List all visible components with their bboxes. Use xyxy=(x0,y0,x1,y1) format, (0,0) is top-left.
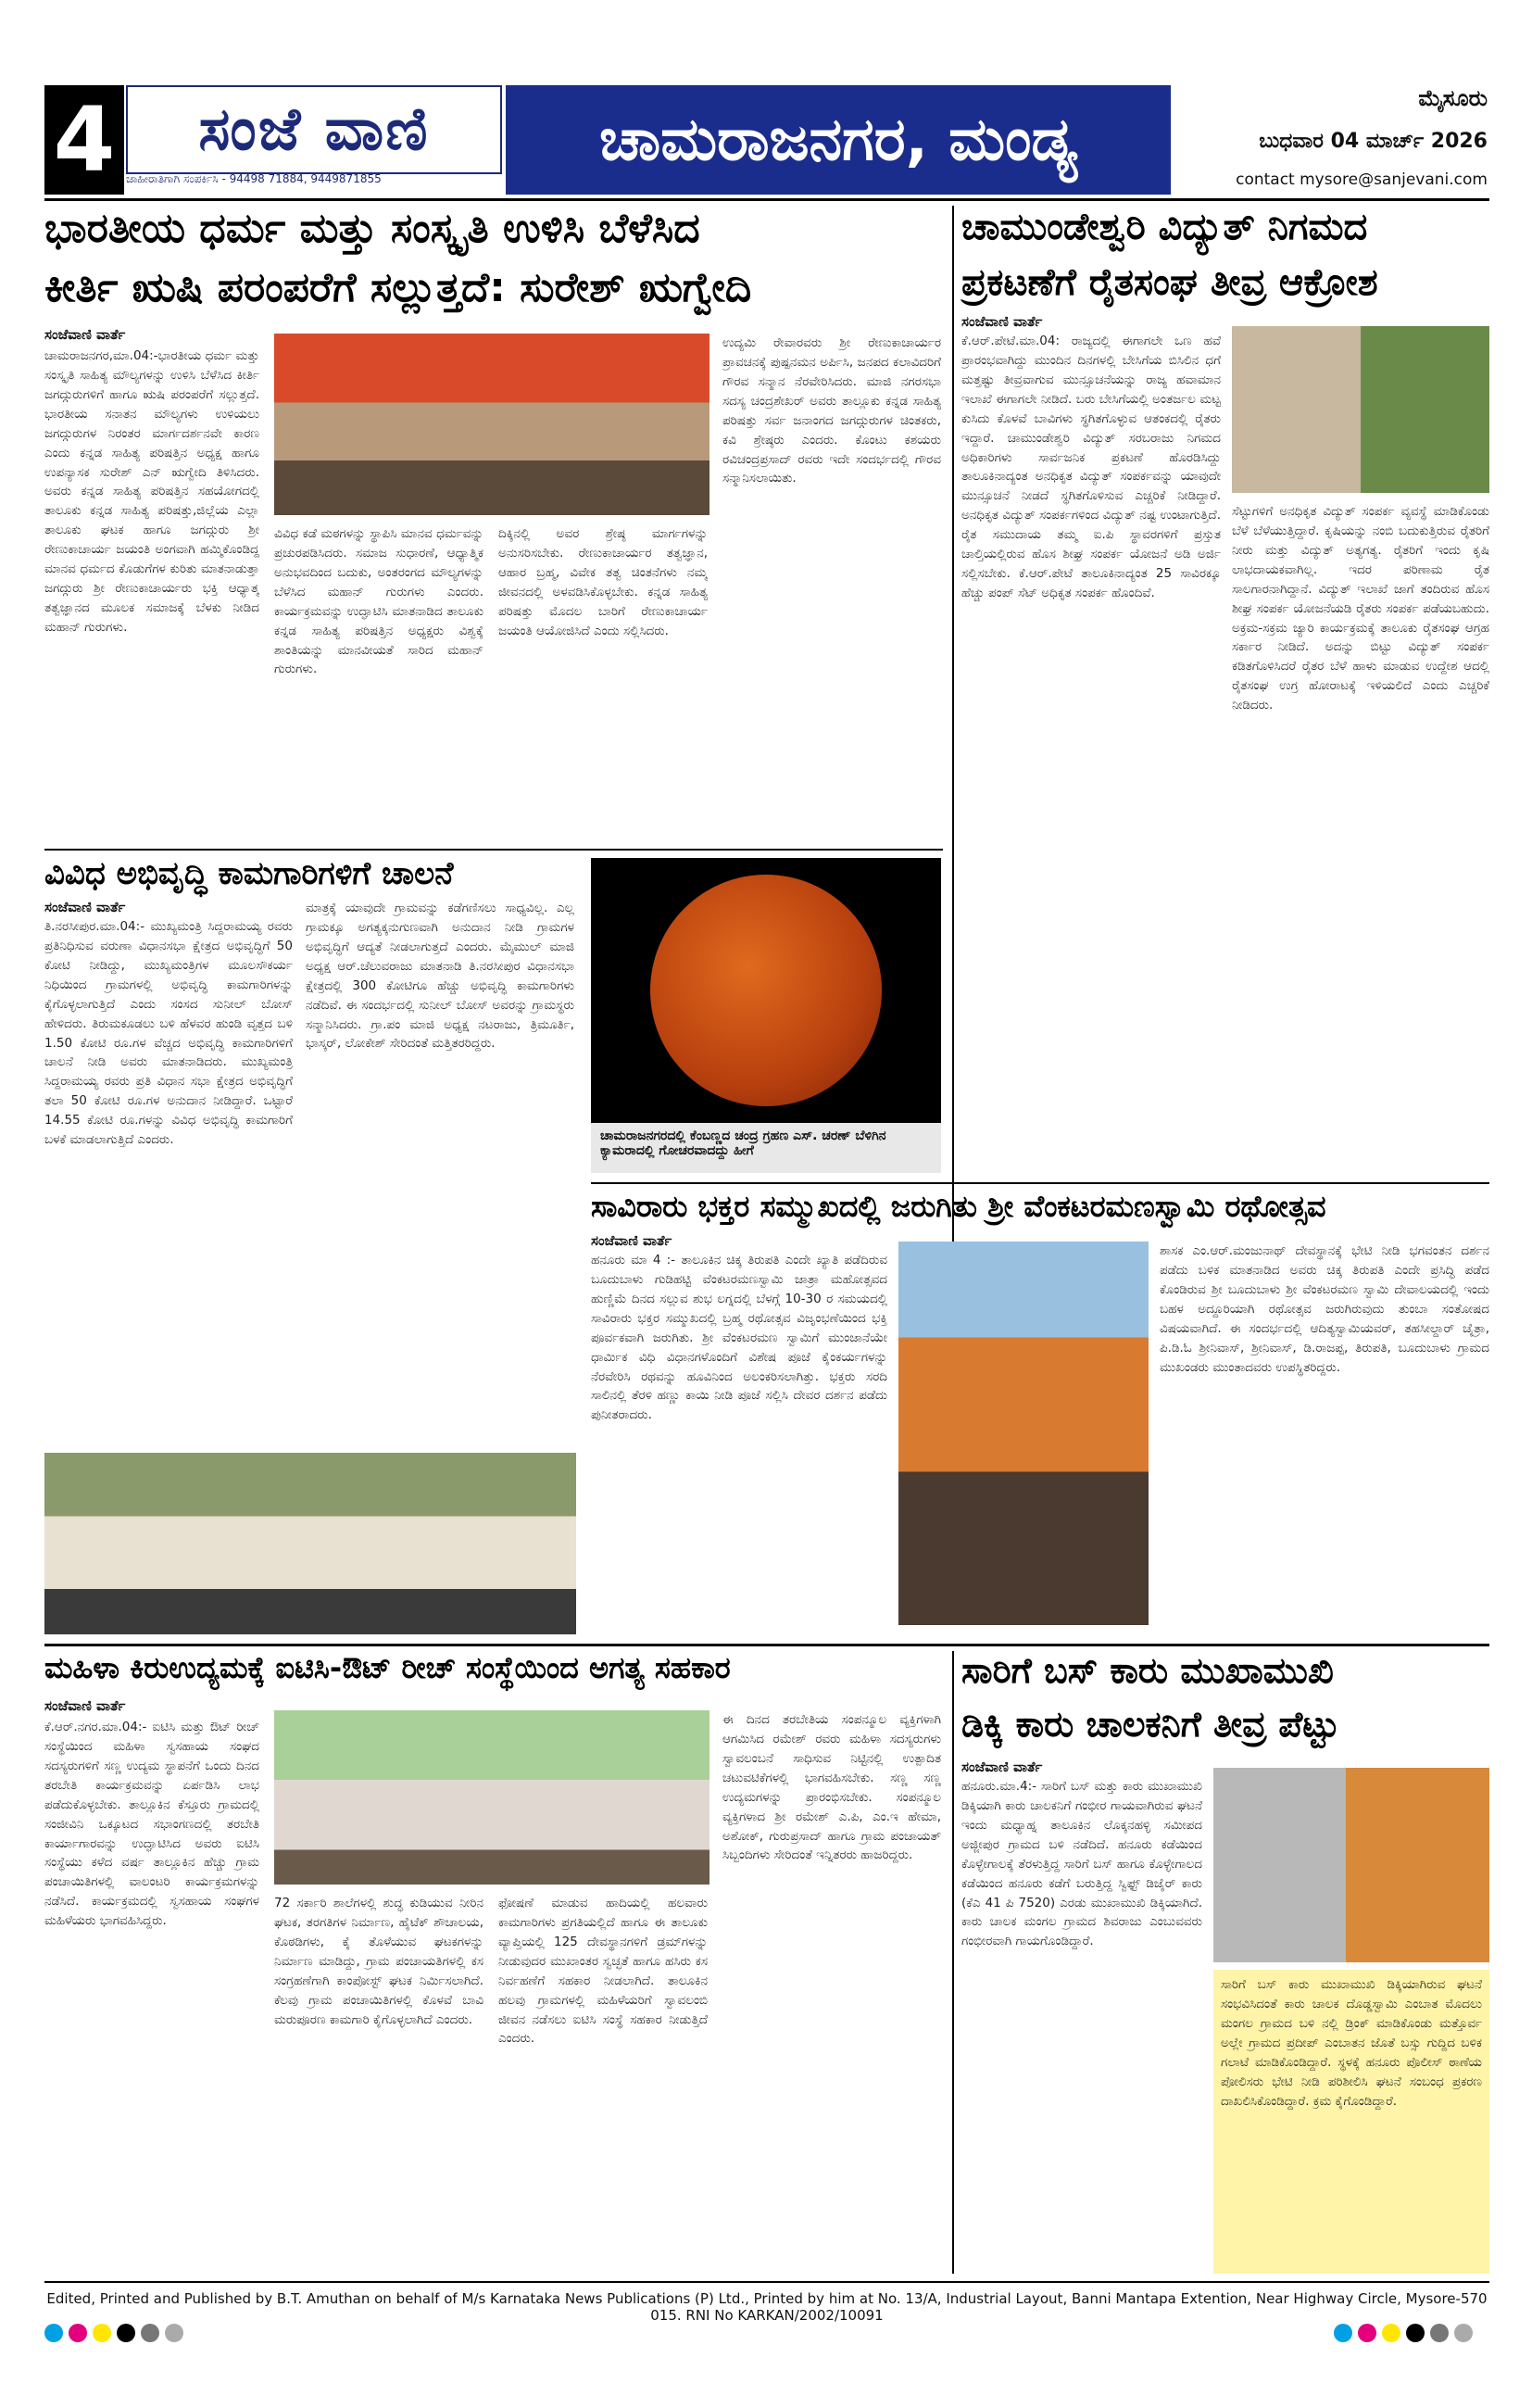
a2-byline: ಸಂಜೆವಾಣಿ ವಾರ್ತೆ xyxy=(961,313,1043,330)
a5-headline: ಸಾವಿರಾರು ಭಕ್ತರ ಸಮ್ಮುಖದಲ್ಲಿ ಜರುಗಿತು ಶ್ರೀ ವೆಂಕಟರಮಣಸ್ವಾಮಿ ರಥೋತ್ಸವ xyxy=(591,1189,1326,1224)
a6-col-4: ಈ ದಿನದ ತರಬೇತಿಯ ಸಂಪನ್ಮೂಲ ವ್ಯಕ್ತಿಗಳಾಗಿ ಆಗಮಿಸಿದ ರಮೇಶ್ ರವರು ಮಹಿಳಾ ಸದಸ್ಯರುಗಳು ಸ್ವಾವಲಂಬನೆ ಸಾಧಿಸುವ ನಿಟ್ಟಿನಲ್ಲಿ ಉತ್ಪಾದಿತ ಚಟುವಟಿಕೆಗಳಲ್ಲಿ ಭಾಗವಹಿಸಬೇಕು. ಸಣ್ಣ ಸಣ್ಣ ಉದ್ಯಮಗಳನ್ನು ಪ್ರಾರಂಭಿಸಬೇಕು. ಸಂಪನ್ಮೂಲ ವ್ಯಕ್ತಿಗಳಾದ ಶ್ರೀ ರಮೇಶ್ ಎ.ಪಿ, ಎಂ.ಇ ಹೇಮಾ, ಅಶೋಕ್, ಗುರುಪ್ರಸಾದ್ ಹಾಗೂ ಗ್ರಾಮ ಪಂಚಾಯತ್ ಸಿಬ್ಬಂದಿಗಳು ಸೇರಿದಂತೆ ಇನ್ನಿತರರು ಹಾಜರಿದ್ದರು. xyxy=(722,1712,941,1863)
reg-dot-cyan xyxy=(44,2324,63,2342)
a5-byline: ಸಂಜೆವಾಣಿ ವಾರ್ತೆ xyxy=(591,1232,672,1249)
section-rule xyxy=(591,1182,1489,1184)
a2-headline-1: ಚಾಮುಂಡೇಶ್ವರಿ ವಿದ್ಯುತ್ ನಿಗಮದ xyxy=(961,206,1368,248)
a6-headline: ಮಹಿಳಾ ಕಿರುಉದ್ಯಮಕ್ಕೆ ಐಟಿಸಿ-ಔಟ್ ರೀಚ್ ಸಂಸ್ಥೆಯಿಂದ ಅಗತ್ಯ ಸಹಕಾರ xyxy=(44,1650,731,1685)
a7-headline-1: ಸಾರಿಗೆ ಬಸ್ ಕಾರು ಮುಖಾಮುಖಿ xyxy=(961,1650,1334,1691)
a6-col-1: ಕೆ.ಆರ್.ನಗರ.ಮಾ.04:- ಐಟಿಸಿ ಮತ್ತು ಔಟ್ ರೀಚ್ ಸಂಸ್ಥೆಯಿಂದ ಮಹಿಳಾ ಸ್ವಸಹಾಯ ಸಂಘದ ಸದಸ್ಯರುಗಳಿಗೆ ಸಣ್ಣ ಉದ್ಯಮ ಸ್ಥಾಪನೆಗೆ ಒಂದು ದಿನದ ತರಬೇತಿ ಕಾರ್ಯಕ್ರಮವನ್ನು ಏರ್ಪಡಿಸಿ ಲಾಭ ಪಡೆದುಕೊಳ್ಳಬೇಕು. ತಾಲ್ಲೂಕಿನ ಕೆಸ್ತೂರು ಗ್ರಾಮದಲ್ಲಿ ಸಂಜೀವಿನಿ ಒಕ್ಕೂಟದ ಸಭಾಂಗಣದಲ್ಲಿ ತರಬೇತಿ ಕಾರ್ಯಾಗಾರವನ್ನು ಉದ್ಘಾಟಿಸಿದ ಅವರು ಐಟಿಸಿ ಸಂಸ್ಥೆಯು ಕಳೆದ ವರ್ಷ ತಾಲ್ಲೂಕಿನ ಹೆಚ್ಚು ಗ್ರಾಮ ಪಂಚಾಯಿತಿಗಳಲ್ಲಿ ವಾಲಂಟರಿ ಕಾರ್ಯಕ್ರಮಗಳನ್ನು ನಡೆಸಿದೆ. ಕಾರ್ಯಕ್ರಮದಲ್ಲಿ ಸ್ವಸಹಾಯ ಸಂಘಗಳ ಮಹಿಳೆಯರು ಭಾಗವಹಿಸಿದ್ದರು. xyxy=(44,1720,259,1929)
a7-highlight-box xyxy=(1213,1970,1489,2274)
page-number: 4 xyxy=(44,85,124,195)
reg-dot-grey xyxy=(141,2324,159,2342)
a2-col-1: ಕೆ.ಆರ್.ಪೇಟೆ.ಮಾ.04: ರಾಜ್ಯದಲ್ಲಿ ಈಗಾಗಲೇ ಒಣ ಹವೆ ಪ್ರಾರಂಭವಾಗಿದ್ದು ಮುಂದಿನ ದಿನಗಳಲ್ಲಿ ಬೇಸಿಗೆಯ ಬಿಸಿಲಿನ ಧಗೆ ಮತ್ತಷ್ಟು ತೀವ್ರವಾಗುವ ಮುನ್ಸೂಚನೆಯನ್ನು ರಾಜ್ಯ ಹವಾಮಾನ ಇಲಾಖೆ ಈಗಾಗಲೇ ನೀಡಿದೆ. ಬರು ಬೇಸಿಗೆಯಲ್ಲಿ ಅಂತರ್ಜಲ ಮಟ್ಟ ಕುಸಿದು ಕೊಳವೆ ಬಾವಿಗಳು ಸ್ಥಗಿತಗೊಳ್ಳುವ ಆತಂಕದಲ್ಲಿ ರೈತರು ಇದ್ದಾರೆ. ಚಾಮುಂಡೇಶ್ವರಿ ವಿದ್ಯುತ್ ಸರಬರಾಜು ನಿಗಮದ ಅಧಿಕಾರಿಗಳು ಸಾರ್ವಜನಿಕ ಪ್ರಕಟಣೆ ಹೊರಡಿಸಿದ್ದು ತಾಲೂಕಿನಾದ್ಯಂತ ಅನಧಿಕೃತ ವಿದ್ಯುತ್ ಸಂಪರ್ಕವನ್ನು ಯಾವುದೇ ಮುನ್ಸೂಚನೆ ನೀಡದೆ ಸ್ಥಗಿತಗೊಳಿಸುವ ಎಚ್ಚರಿಕೆ ನೀಡಿದ್ದಾರೆ. ಅನಧಿಕೃತ ವಿದ್ಯುತ್ ಸಂಪರ್ಕಗಳಿಂದ ವಿದ್ಯುತ್ ನಷ್ಟ ಉಂಟಾಗುತ್ತಿದೆ. ರೈತ ಸಮುದಾಯ ತಮ್ಮ ಐ.ಪಿ ಸ್ಥಾವರಗಳಿಗೆ ಪ್ರಸ್ತುತ ಚಾಲ್ತಿಯಲ್ಲಿರುವ ಹೊಸ ಶೀಘ್ರ ಸಂಪರ್ಕ ಯೋಜನೆ ಅಡಿ ಅರ್ಜಿ ಸಲ್ಲಿಸಬೇಕು. ಕೆ.ಆರ್.ಪೇಟೆ ತಾಲೂಕಿನಾದ್ಯಂತ 25 ಸಾವಿರಕ್ಕೂ ಹೆಚ್ಚು ಪಂಪ್ ಸೆಟ್ ಅಧಿಕೃತ ಸಂಪರ್ಕ ಹೊಂದಿವೆ. xyxy=(961,334,1221,600)
a4-photo-lunar-eclipse xyxy=(591,858,941,1123)
a1-headline-1: ಭಾರತೀಯ ಧರ್ಮ ಮತ್ತು ಸಂಸ್ಕೃತಿ ಉಳಿಸಿ ಬೆಳೆಸಿದ xyxy=(44,205,700,252)
a3-col-2: ಮಾತ್ರಕ್ಕೆ ಯಾವುದೇ ಗ್ರಾಮವನ್ನು ಕಡೆಗಣಿಸಲು ಸಾಧ್ಯವಿಲ್ಲ. ಎಲ್ಲ ಗ್ರಾಮಕ್ಕೂ ಅಗತ್ಯಕ್ಕನುಗುಣವಾಗಿ ಅನುದಾನ ನೀಡಿ ಗ್ರಾಮಗಳ ಅಭಿವೃದ್ಧಿಗೆ ಆದ್ಯತೆ ನೀಡಲಾಗುತ್ತದೆ ಎಂದರು. ಮೈಮುಲ್ ಮಾಜಿ ಅಧ್ಯಕ್ಷ ಆರ್.ಚೆಲುವರಾಜು ಮಾತನಾಡಿ ತಿ.ನರಸೀಪುರ ವಿಧಾನಸಭಾ ಕ್ಷೇತ್ರದಲ್ಲಿ 300 ಕೋಟಿಗೂ ಹೆಚ್ಚು ಅಭಿವೃದ್ಧಿ ಕಾಮಗಾರಿಗಳು ನಡೆದಿವೆ. ಈ ಸಂದರ್ಭದಲ್ಲಿ ಸುನೀಲ್ ಬೋಸ್ ಅವರನ್ನು ಗ್ರಾಮಸ್ಥರು ಸನ್ಮಾನಿಸಿದರು. ಗ್ರಾ.ಪಂ ಮಾಜಿ ಅಧ್ಯಕ್ಷ ನಟರಾಜು, ತ್ರಿಮೂರ್ತಿ, ಭಾಸ್ಕರ್, ಲೋಕೇಶ್ ಸೇರಿದಂತೆ ಮತ್ತಿತರರಿದ್ದರು. xyxy=(306,901,574,1052)
a6-col-2: 72 ಸರ್ಕಾರಿ ಶಾಲೆಗಳಲ್ಲಿ ಶುದ್ಧ ಕುಡಿಯುವ ನೀರಿನ ಘಟಕ, ತರಗತಿಗಳ ನಿರ್ಮಾಣ, ಹೈಟೆಕ್ ಶೌಚಾಲಯ, ಕೊಠಡಿಗಳು, ಕೈ ತೊಳೆಯುವ ಘಟಕಗಳನ್ನು ನಿರ್ಮಾಣ ಮಾಡಿದ್ದು, ಗ್ರಾಮ ಪಂಚಾಯತಿಗಳಲ್ಲಿ ಕಸ ಸಂಗ್ರಹಣೆಗಾಗಿ ಕಾಂಪೋಸ್ಟ್ ಘಟಕ ನಿರ್ಮಿಸಲಾಗಿದೆ. ಕೆಲವು ಗ್ರಾಮ ಪಂಚಾಯಿತಿಗಳಲ್ಲಿ ಕೊಳವೆ ಬಾವಿ ಮರುಪೂರಣ ಕಾಮಗಾರಿ ಕೈಗೊಳ್ಳಲಾಗಿದೆ ಎಂದರು. xyxy=(274,1896,483,2027)
a7-col-2: ಸಾರಿಗೆ ಬಸ್ ಕಾರು ಮುಖಾಮುಖಿ ಡಿಕ್ಕಿಯಾಗಿರುವ ಘಟನೆ ಸಂಭವಿಸಿದಂತೆ ಕಾರು ಚಾಲಕ ದೊಡ್ಡಸ್ವಾಮಿ ಎಂಬಾತ ಮೊದಲು ಮಂಗಲ ಗ್ರಾಮದ ಬಳಿ ನಲ್ಲಿ ಡ್ರಿಂಕ್ ಮಾಡಿಕೊಂಡು ಮತ್ತೊರ್ವ ಅಲ್ಲೇ ಗ್ರಾಮದ ಪ್ರದೀಪ್ ಎಂಬಾತನ ಜೊತೆ ಬಸ್ಸು ಗುದ್ದಿದ ಬಳಿಕ ಗಲಾಟೆ ಮಾಡಿಕೊಂಡಿದ್ದಾರೆ. ಸ್ಥಳಕ್ಕೆ ಹನೂರು ಪೊಲೀಸ್ ಠಾಣೆಯ ಪೋಲಿಸರು ಭೇಟಿ ನೀಡಿ ಪರಿಶೀಲಿಸಿ ಘಟನೆ ಸಂಬಂಧ ಪ್ರಕರಣ ದಾಖಲಿಸಿಕೊಂಡಿದ್ದಾರೆ. ಕ್ರಮ ಕೈಗೊಂಡಿದ್ದಾರೆ. xyxy=(1221,1977,1482,2109)
a7-headline-2: ಡಿಕ್ಕಿ ಕಾರು ಚಾಲಕನಿಗೆ ತೀವ್ರ ಪೆಟ್ಟು xyxy=(961,1704,1339,1745)
red-moon xyxy=(650,875,882,1106)
imprint-line: Edited, Printed and Published by B.T. Amuthan on behalf of M/s Karnataka News Publications (P) Ltd., Printed by him at No. 13/A, Industrial Layout, Banni Mantapa Extention, Near Highway Circle, Mysore-570 015. RNI No KARKAN/2002/10091 xyxy=(46,2290,1488,2324)
a2-headline-2: ಪ್ರಕಟಣೆಗೆ ರೈತಸಂಘ ತೀವ್ರ ಆಕ್ರೋಶ xyxy=(961,261,1378,304)
edition-date: ಬುಧವಾರ 04 ಮಾರ್ಚ್ 2026 xyxy=(1259,130,1488,153)
a4-caption: ಚಾಮರಾಜನಗರದಲ್ಲಿ ಕೆಂಬಣ್ಣದ ಚಂದ್ರ ಗ್ರಹಣ ಎಸ್. ಚರಣ್ ಬೆಳಿಗಿನ ಕ್ಯಾಮರಾದಲ್ಲಿ ಗೋಚರವಾದದ್ದು ಹೀಗೆ xyxy=(591,1123,941,1173)
contact-email: contact mysore@sanjevani.com xyxy=(1236,170,1488,189)
a6-byline: ಸಂಜೆವಾಣಿ ವಾರ್ತೆ xyxy=(44,1697,126,1714)
a1-photo-event-stage xyxy=(274,334,709,515)
a1-col-4: ಉದ್ಯಮಿ ರೇವಾರವರು ಶ್ರೀ ರೇಣುಕಾಚಾರ್ಯರ ಪ್ರಾವಚನಕ್ಕೆ ಪುಷ್ಪನಮನ ಅರ್ಪಿಸಿ, ಜನಪದ ಕಲಾವಿದರಿಗೆ ಗೌರವ ಸನ್ಮಾನ ನೆರವೇರಿಸಿದರು. ಮಾಜಿ ನಗರಸಭಾ ಸದಸ್ಯ ಚಂದ್ರಶೇಖರ್ ಅವರು ತಾಲ್ಲೂಕು ಕನ್ನಡ ಸಾಹಿತ್ಯ ಪರಿಷತ್ತು ಸರ್ವ ಜನಾಂಗದ ಜಗದ್ಗುರುಗಳ ಚಿಂತಕರು, ಕವಿ ಶ್ರೇಷ್ಠರು ಎಂದರು. ಕೊಂಟು ಕಶಯರು ರವಿಚಂದ್ರಪ್ರಸಾದ್ ರವರು ಇದೇ ಸಂದರ್ಭದಲ್ಲಿ ಗೌರವ ಸನ್ಮಾನಿಸಲಾಯಿತು. xyxy=(722,335,941,486)
reg-dot-magenta xyxy=(1358,2324,1376,2342)
a3-col-1: ತಿ.ನರಸೀಪುರ.ಮಾ.04:- ಮುಖ್ಯಮಂತ್ರಿ ಸಿದ್ದರಾಮಯ್ಯ ರವರು ಪ್ರತಿನಿಧಿಸುವ ವರುಣಾ ವಿಧಾನಸಭಾ ಕ್ಷೇತ್ರದ ಅಭಿವೃದ್ಧಿಗೆ 50 ಕೋಟಿ ನೀಡಿದ್ದು, ಮುಖ್ಯಮಂತ್ರಿಗಳ ಮೂಲಸೌಕರ್ಯ ನಿಧಿಯಿಂದ ಗ್ರಾಮಗಳಲ್ಲಿ ಅಭಿವೃದ್ಧಿ ಕಾಮಗಾರಿಗಳನ್ನು ಕೈಗೊಳ್ಳಲಾಗುತ್ತಿದೆ ಎಂದು ಸಂಸದ ಸುನೀಲ್ ಬೋಸ್ ಹೇಳಿದರು. ತಿರುಮಕೂಡಲು ಬಳಿ ಹೆಳವರ ಹುಂಡಿ ವೃತ್ತದ ಬಳಿ 1.50 ಕೋಟಿ ರೂ.ಗಳ ವೆಚ್ಚದ ಅಭಿವೃದ್ಧಿ ಕಾಮಗಾರಿಗಳಿಗೆ ಚಾಲನೆ ನೀಡಿ ಅವರು ಮಾತನಾಡಿದರು. ಮುಖ್ಯಮಂತ್ರಿ ಸಿದ್ದರಾಮಯ್ಯ ರವರು ಪ್ರತಿ ವಿಧಾನ ಸಭಾ ಕ್ಷೇತ್ರದ ಅಭಿವೃದ್ಧಿಗೆ ತಲಾ 50 ಕೋಟಿ ರೂ.ಗಳ ಅನುದಾನ ನೀಡಿದ್ದಾರೆ. ಒಟ್ಟಾರೆ 14.55 ಕೋಟಿ ರೂ.ಗಳನ್ನು ವಿವಿಧ ಅಭಿವೃದ್ಧಿ ಕಾಮಗಾರಿಗೆ ಬಳಕೆ ಮಾಡಲಾಗುತ್ತಿದೆ ಎಂದರು. xyxy=(44,919,293,1148)
a1-headline-2: ಕೀರ್ತಿ ಋಷಿ ಪರಂಪರೆಗೆ ಸಲ್ಲುತ್ತದೆ: ಸುರೇಶ್ ಋಗ್ವೇದಿ xyxy=(44,264,752,311)
logo-text: ಸಂಜೆ ವಾಣಿ xyxy=(198,95,430,164)
a3-byline: ಸಂಜೆವಾಣಿ ವಾರ್ತೆ xyxy=(44,899,126,915)
a5-col-1: ಹನೂರು ಮಾ 4 :- ತಾಲೂಕಿನ ಚಿಕ್ಕ ತಿರುಪತಿ ಎಂದೇ ಖ್ಯಾತಿ ಪಡೆದಿರುವ ಬೂದುಬಾಳು ಗುಡಿಹಟ್ಟಿ ವೆಂಕಟರಮಣಸ್ವಾಮಿ ಜಾತ್ರಾ ಮಹೋತ್ಸವದ ಹುಣ್ಣಿಮೆ ದಿನದ ಸಲ್ಲುವ ಶುಭ ಲಗ್ನದಲ್ಲಿ ಬೆಳಗ್ಗೆ 10-30 ರ ಸಮಯದಲ್ಲಿ ಸಾವಿರಾರು ಭಕ್ತರ ಸಮ್ಮುಖದಲ್ಲಿ ಬ್ರಹ್ಮ ರಥೋತ್ಸವ ವಿಜೃಂಭಣೆಯಿಂದ ಭಕ್ತಿ ಪೂರ್ವಕವಾಗಿ ಜರುಗಿತು. ಶ್ರೀ ವೆಂಕಟರಮಣ ಸ್ವಾಮಿಗೆ ಮುಂಜಾನೆಯೇ ಧಾರ್ಮಿಕ ವಿಧಿ ವಿಧಾನಗಳೊಂದಿಗೆ ವಿಶೇಷ ಪೂಜೆ ಕೈಂಕರ್ಯಗಳನ್ನು ನೆರವೇರಿಸಿ ರಥವನ್ನು ಹೂವಿನಿಂದ ಅಲಂಕರಿಸಲಾಗಿತ್ತು. ಭಕ್ತರು ಸರದಿ ಸಾಲಿನಲ್ಲಿ ತೆರಳಿ ಹಣ್ಣು ಕಾಯಿ ನೀಡಿ ಪೂಜೆ ಸಲ್ಲಿಸಿ ದೇವರ ದರ್ಶನ ಪಡೆದು ಪುನೀತರಾದರು. xyxy=(591,1253,887,1423)
registration-marks-left xyxy=(44,2324,189,2346)
edition-region-banner: ಚಾಮರಾಜನಗರ, ಮಂಡ್ಯ xyxy=(506,85,1171,195)
a7-photo-accident xyxy=(1213,1768,1489,1962)
masthead-rule xyxy=(44,198,1489,201)
a5-photo-chariot-festival xyxy=(898,1242,1149,1625)
a1-col-1: ಚಾಮರಾಜನಗರ,ಮಾ.04:-ಭಾರತೀಯ ಧರ್ಮ ಮತ್ತು ಸಂಸ್ಕೃತಿ ಸಾಹಿತ್ಯ ಮೌಲ್ಯಗಳನ್ನು ಉಳಿಸಿ ಬೆಳೆಸಿದ ಕೀರ್ತಿ ಜಗದ್ಗುರುಗಳಿಗೆ ಹಾಗೂ ಋಷಿ ಪರಂಪರೆಗೆ ಸಲ್ಲುತ್ತದೆ. ಭಾರತೀಯ ಸನಾತನ ಮೌಲ್ಯಗಳು ಉಳಿಯಲು ಜಗದ್ಗುರುಗಳ ನಿರಂತರ ಮಾರ್ಗದರ್ಶನವೇ ಕಾರಣ ಎಂದು ಕನ್ನಡ ಸಾಹಿತ್ಯ ಪರಿಷತ್ತಿನ ಅಧ್ಯಕ್ಷ ಹಾಗೂ ಉಪನ್ಯಾಸಕ ಸುರೇಶ್ ಎನ್ ಋಗ್ವೇದಿ ತಿಳಿಸಿದರು. ಅವರು ಕನ್ನಡ ಸಾಹಿತ್ಯ ಪರಿಷತ್ತಿನ ಸಹಯೋಗದಲ್ಲಿ ತಾಲೂಕು ಕನ್ನಡ ಸಾಹಿತ್ಯ ಪರಿಷತ್ತು,ಜಿಲ್ಲೆಯ ಎಲ್ಲಾ ತಾಲೂಕು ಘಟಕ ಹಾಗೂ ಜಗದ್ಗುರು ಶ್ರೀ ರೇಣುಕಾಚಾರ್ಯ ಜಯಂತಿ ಅಂಗವಾಗಿ ಹಮ್ಮಿಕೊಂಡಿದ್ದ ಮಾನವ ಧರ್ಮದ ಕೊಡುಗೆಗಳ ಕುರಿತು ಮಾತನಾಡುತ್ತಾ ಜಗದ್ಗುರು ಶ್ರೀ ರೇಣುಕಾಚಾರ್ಯರು ಭಕ್ತಿ ಆಧ್ಯಾತ್ಮ ತತ್ವಜ್ಞಾನದ ಮೂಲಕ ಸಮಾಜಕ್ಕೆ ಬೆಳಕು ನೀಡಿದ ಮಹಾನ್ ಗುರುಗಳು. xyxy=(44,348,259,635)
a1-byline: ಸಂಜೆವಾಣಿ ವಾರ್ತೆ xyxy=(44,326,126,343)
column-divider xyxy=(952,1651,954,2274)
a5-col-2: ಶಾಸಕ ಎಂ.ಆರ್.ಮಂಜುನಾಥ್ ದೇವಸ್ಥಾನಕ್ಕೆ ಭೇಟಿ ನೀಡಿ ಭಗವಂತನ ದರ್ಶನ ಪಡೆದು ಬಳಿಕ ಮಾತನಾಡಿದ ಅವರು ಚಿಕ್ಕ ತಿರುಪತಿ ಎಂದೇ ಪ್ರಸಿದ್ಧಿ ಪಡೆದ ಕೊಂಡಿರುವ ಶ್ರೀ ಬೂದುಬಾಳು ಶ್ರೀ ವೆಂಕಟರಮಣ ಸ್ವಾಮಿ ದೇವಾಲಯದಲ್ಲಿ ಇಂದು ಬಹಳ ಅದ್ದೂರಿಯಾಗಿ ರಥೋತ್ಸವ ಜರುಗಿರುವುದು ತುಂಬಾ ಸಂತೋಷದ ವಿಷಯವಾಗಿದೆ. ಈ ಸಂದರ್ಭದಲ್ಲಿ ಆದಿತ್ಯಸ್ವಾಮಿಯವರ್, ತಹಸೀಲ್ದಾರ್ ಚೈತ್ರಾ, ಪಿ.ಡಿ.ಓ ಶ್ರೀನಿವಾಸ್, ಶ್ರೀನಿವಾಸ್, ಡಿ.ರಾಜಪ್ಪ, ತಿರುಪತಿ, ಬೂದುಬಾಳು ಗ್ರಾಮದ ಮುಖಂಡರು ಮುಂತಾದವರು ಉಪಸ್ಥಿತರಿದ್ದರು. xyxy=(1160,1243,1489,1375)
section-rule xyxy=(44,849,943,851)
reg-dot-black xyxy=(1406,2324,1425,2342)
reg-dot-light-grey xyxy=(165,2324,183,2342)
reg-dot-cyan xyxy=(1334,2324,1352,2342)
a7-byline: ಸಂಜೆವಾಣಿ ವಾರ್ತೆ xyxy=(961,1759,1043,1775)
a6-photo-plant-ceremony xyxy=(274,1710,709,1885)
a6-col-3: ಫೋಷಣೆ ಮಾಡುವ ಹಾದಿಯಲ್ಲಿ ಹಲವಾರು ಕಾಮಗಾರಿಗಳು ಪ್ರಗತಿಯಲ್ಲಿದೆ ಹಾಗೂ ಈ ತಾಲೂಕು ವ್ಯಾಪ್ತಿಯಲ್ಲಿ 125 ದೇವಸ್ಥಾನಗಳಿಗೆ ಡ್ರಮ್‌ಗಳನ್ನು ನೀಡುವುದರ ಮುಖಾಂತರ ಸ್ವಚ್ಛತೆ ಹಾಗೂ ಹಸಿರು ಕಸ ನಿರ್ವಹಣೆಗೆ ಸಹಕಾರ ನೀಡಲಾಗಿದೆ. ತಾಲೂಕಿನ ಹಲವು ಗ್ರಾಮಗಳಲ್ಲಿ ಮಹಿಳೆಯರಿಗೆ ಸ್ವಾವಲಂಬಿ ಜೀವನ ನಡೆಸಲು ಐಟಿಸಿ ಸಂಸ್ಥೆ ಸಹಕಾರ ನೀಡುತ್ತಿದೆ ಎಂದರು. xyxy=(498,1896,708,2047)
reg-dot-grey xyxy=(1430,2324,1449,2342)
a2-photo-farmer-leaders xyxy=(1232,326,1489,493)
section-rule xyxy=(44,1644,1489,1646)
reg-dot-magenta xyxy=(69,2324,87,2342)
a1-col-3: ದಿಕ್ಕಿನಲ್ಲಿ ಅವರ ಶ್ರೇಷ್ಠ ಮಾರ್ಗಗಳನ್ನು ಅನುಸರಿಸಬೇಕು. ರೇಣುಕಾಚಾರ್ಯರ ತತ್ವಜ್ಞಾನ, ಆಹಾರ ಬ್ರಹ್ಮ, ವಿವೇಕ ತತ್ವ ಚಿಂತನೆಗಳು ನಮ್ಮ ಜೀವನದಲ್ಲಿ ಅಳವಡಿಸಿಕೊಳ್ಳಬೇಕು. ಕನ್ನಡ ಸಾಹಿತ್ಯ ಪರಿಷತ್ತು ಮೊದಲ ಬಾರಿಗೆ ರೇಣುಕಾಚಾರ್ಯ ಜಯಂತಿ ಆಯೋಜಿಸಿದೆ ಎಂದು ಸಲ್ಲಿಸಿದರು. xyxy=(498,526,708,638)
ad-contact-line: ಜಾಹೀರಾತಿಗಾಗಿ ಸಂಪರ್ಕಿಸಿ - 94498 71884, 9449871855 xyxy=(126,172,382,185)
a2-col-2: ಸೆಟ್ಟುಗಳಿಗೆ ಅನಧಿಕೃತ ವಿದ್ಯುತ್ ಸಂಪರ್ಕ ವ್ಯವಸ್ಥೆ ಮಾಡಿಕೊಂಡು ಬೆಳೆ ಬೆಳೆಯುತ್ತಿದ್ದಾರೆ. ಕೃಷಿಯನ್ನು ನಂಬಿ ಬದುಕುತ್ತಿರುವ ರೈತರಿಗೆ ನೀರು ಮತ್ತು ವಿದ್ಯುತ್ ಅತ್ಯಗತ್ಯ. ರೈತರಿಗೆ ಇಂದು ಕೃಷಿ ಲಾಭದಾಯಕವಾಗಿಲ್ಲ. ಇದರ ಪರಿಣಾಮ ರೈತ ಸಾಲಗಾರನಾಗಿದ್ದಾನೆ. ವಿದ್ಯುತ್ ಇಲಾಖೆ ಜಾಗೆ ತಂದಿರುವ ಹೊಸ ಶೀಘ್ರ ಸಂಪರ್ಕ ಯೋಜನೆಯಡಿ ರೈತರು ಸಂಪರ್ಕ ಪಡೆಯಬಹುದು. ಅಕ್ರಮ-ಸಕ್ರಮ ಜ್ಯಾರಿ ಕಾರ್ಯಕ್ರಮಕ್ಕೆ ತಾಲೂಕು ರೈತಸಂಘ ಆಗ್ರಹ ಸರ್ಕಾರ ನೀಡಿದೆ. ಅದನ್ನು ಬಿಟ್ಟು ವಿದ್ಯುತ್ ಸಂಪರ್ಕ ಕಡಿತಗೊಳಿಸಿದರೆ ರೈತರ ಬೆಳೆ ಹಾಳು ಮಾಡುವ ಉದ್ದೇಶ ಆದಲ್ಲಿ ರೈತಸಂಘ ಉಗ್ರ ಹೋರಾಟಕ್ಕೆ ಇಳಿಯಲಿದೆ ಎಂದು ಎಚ್ಚರಿಕೆ ನೀಡಿದರು. xyxy=(1232,504,1489,713)
a3-photo-inauguration xyxy=(44,1453,576,1634)
a7-col-1: ಹನೂರು.ಮಾ.4:- ಸಾರಿಗೆ ಬಸ್ ಮತ್ತು ಕಾರು ಮುಖಾಮುಖಿ ಡಿಕ್ಕಿಯಾಗಿ ಕಾರು ಚಾಲಕನಿಗೆ ಗಂಭೀರ ಗಾಯವಾಗಿರುವ ಘಟನೆ ಇಂದು ಮಧ್ಯಾಹ್ನ ತಾಲೂಕಿನ ಲೊಕ್ಕನಹಳ್ಳಿ ಸಮೀಪದ ಅಜ್ಜೀಪುರ ಗ್ರಾಮದ ಬಳಿ ನಡೆದಿದೆ. ಹನೂರು ಕಡೆಯಿಂದ ಕೊಳ್ಳೇಗಾಲಕ್ಕೆ ತೆರಳುತ್ತಿದ್ದ ಸಾರಿಗೆ ಬಸ್ ಹಾಗೂ ಕೊಳ್ಳೇಗಾಲದ ಕಡೆಯಿಂದ ಹನೂರು ಕಡೆಗೆ ಬರುತ್ತಿದ್ದ ಸ್ವಿಫ್ಟ್ ಡಿಜೈರ್ ಕಾರು (ಕೆಎ 41 ಪಿ 7520) ಎರಡು ಮುಖಾಮುಖಿ ಡಿಕ್ಕಿಯಾಗಿದೆ. ಕಾರು ಚಾಲಕ ಮಂಗಲ ಗ್ರಾಮದ ಶಿವರಾಜು ಎಂಬುವವರು ಗಂಭೀರವಾಗಿ ಗಾಯಗೊಂಡಿದ್ದಾರೆ. xyxy=(961,1779,1202,1949)
footer-rule xyxy=(44,2281,1489,2283)
edition-city: ಮೈಸೂರು xyxy=(1418,85,1488,111)
a3-headline: ವಿವಿಧ ಅಭಿವೃದ್ಧಿ ಕಾಮಗಾರಿಗಳಿಗೆ ಚಾಲನೆ xyxy=(44,855,454,892)
reg-dot-black xyxy=(117,2324,135,2342)
reg-dot-yellow xyxy=(1382,2324,1400,2342)
reg-dot-light-grey xyxy=(1454,2324,1473,2342)
newspaper-logo xyxy=(126,85,502,174)
a1-col-2: ವಿವಿಧ ಕಡೆ ಮಠಗಳನ್ನು ಸ್ಥಾಪಿಸಿ ಮಾನವ ಧರ್ಮವನ್ನು ಪ್ರಚುರಪಡಿಸಿದರು. ಸಮಾಜ ಸುಧಾರಣೆ, ಆಧ್ಯಾತ್ಮಿಕ ಅನುಭವದಿಂದ ಬದುಕು, ಅಂತರಂಗದ ಮೌಲ್ಯಗಳನ್ನು ಬೆಳೆಸಿದ ಮಹಾನ್ ಗುರುಗಳು ಎಂದರು. ಕಾರ್ಯಕ್ರಮವನ್ನು ಉದ್ಘಾಟಿಸಿ ಮಾತನಾಡಿದ ತಾಲೂಕು ಕನ್ನಡ ಸಾಹಿತ್ಯ ಪರಿಷತ್ತಿನ ಅಧ್ಯಕ್ಷರು ವಿಶ್ವಕ್ಕೆ ಶಾಂತಿಯನ್ನು ಮಾನವೀಯತೆ ಸಾರಿದ ಮಹಾನ್ ಗುರುಗಳು. xyxy=(274,526,483,677)
registration-marks-right xyxy=(1334,2324,1478,2346)
reg-dot-yellow xyxy=(93,2324,111,2342)
